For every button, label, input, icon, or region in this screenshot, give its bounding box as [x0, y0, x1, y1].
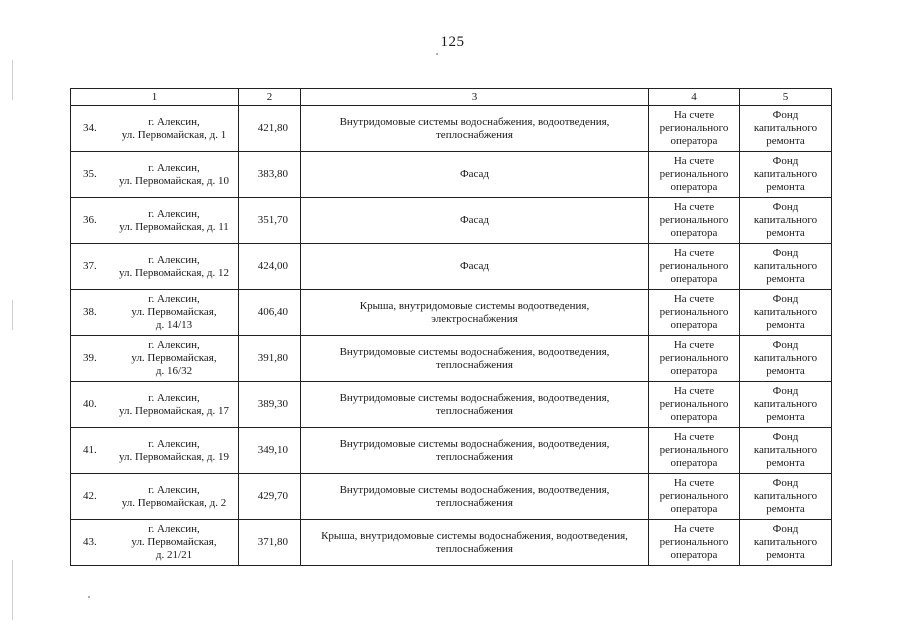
address-line: ул. Первомайская, д. 2	[121, 496, 227, 509]
fund-line: Фонд	[772, 155, 799, 167]
address-line: г. Алексин,	[148, 483, 200, 496]
table-row	[71, 520, 832, 566]
address-text	[113, 484, 235, 510]
fund-line: Фонд	[772, 247, 799, 259]
fund-line: капитального	[753, 490, 818, 502]
fund-cell	[740, 106, 832, 152]
table-row	[71, 336, 832, 382]
fund-line: ремонта	[766, 457, 805, 469]
works-line: Внутридомовые системы водоснабжения, водоотведения,	[339, 483, 610, 496]
area-cell: 389,30	[239, 382, 301, 428]
works-line: Крыша, внутридомовые системы водоотведения,	[359, 299, 590, 312]
table-row	[71, 198, 832, 244]
area-cell: 371,80	[239, 520, 301, 566]
address-line: ул. Первомайская, д. 10	[119, 174, 229, 187]
fund-line: ремонта	[766, 181, 805, 193]
address-text	[113, 162, 235, 188]
fund-line: ремонта	[766, 549, 805, 561]
fund-cell	[740, 290, 832, 336]
financing-line: оператора	[670, 227, 718, 239]
address-line: г. Алексин,	[148, 523, 200, 535]
financing-cell	[649, 474, 740, 520]
financing-line: На счете	[673, 247, 715, 259]
address-cell	[71, 520, 239, 566]
fund-line: ремонта	[766, 365, 805, 377]
financing-line: оператора	[670, 411, 718, 423]
works-cell	[301, 336, 649, 382]
area-cell: 424,00	[239, 244, 301, 290]
works-line: теплоснабжения	[436, 404, 513, 417]
fund-line: Фонд	[772, 109, 799, 121]
financing-cell	[649, 152, 740, 198]
works-line: Фасад	[459, 168, 490, 180]
address-cell	[71, 428, 239, 474]
address-line: ул. Первомайская,	[131, 352, 217, 364]
area-cell: 383,80	[239, 152, 301, 198]
area-cell: 351,70	[239, 198, 301, 244]
fund-cell	[740, 520, 832, 566]
works-line: Фасад	[459, 214, 490, 226]
financing-line: регионального	[659, 398, 729, 410]
financing-line: регионального	[659, 260, 729, 272]
financing-line: регионального	[659, 122, 729, 134]
fund-line: капитального	[753, 444, 818, 456]
works-cell	[301, 152, 649, 198]
fund-line: ремонта	[766, 319, 805, 331]
works-line: электроснабжения	[431, 312, 518, 325]
financing-line: На счете	[673, 523, 715, 535]
address-line: г. Алексин,	[148, 437, 200, 450]
financing-cell	[649, 244, 740, 290]
financing-line: На счете	[673, 109, 715, 121]
area-cell: 391,80	[239, 336, 301, 382]
fund-line: ремонта	[766, 227, 805, 239]
fund-cell	[740, 244, 832, 290]
address-line: ул. Первомайская, д. 11	[119, 220, 229, 233]
fund-line: Фонд	[772, 201, 799, 213]
address-cell	[71, 198, 239, 244]
address-cell	[71, 382, 239, 428]
financing-cell	[649, 290, 740, 336]
financing-line: оператора	[670, 135, 718, 147]
column-header: 3	[301, 89, 649, 106]
works-cell	[301, 382, 649, 428]
column-header: 4	[649, 89, 740, 106]
row-number: 40.	[83, 398, 97, 410]
table-row	[71, 428, 832, 474]
address-cell	[71, 244, 239, 290]
row-number: 38.	[83, 306, 97, 318]
financing-line: оператора	[670, 457, 718, 469]
area-cell: 421,80	[239, 106, 301, 152]
financing-line: оператора	[670, 503, 718, 515]
address-cell	[71, 152, 239, 198]
column-header: 1	[71, 89, 239, 106]
financing-line: регионального	[659, 214, 729, 226]
row-number: 36.	[83, 214, 97, 226]
table-row	[71, 382, 832, 428]
fund-line: Фонд	[772, 385, 799, 397]
address-line: г. Алексин,	[148, 391, 200, 404]
table-row	[71, 106, 832, 152]
column-number-row	[71, 89, 832, 106]
fund-line: капитального	[753, 122, 818, 134]
works-line: Крыша, внутридомовые системы водоснабжения, водоотведения,	[321, 529, 628, 542]
financing-cell	[649, 428, 740, 474]
financing-line: На счете	[673, 293, 715, 305]
works-line: теплоснабжения	[436, 358, 513, 371]
address-text	[113, 254, 235, 280]
fund-cell	[740, 198, 832, 244]
address-cell	[71, 474, 239, 520]
works-line: Внутридомовые системы водоснабжения, водоотведения,	[339, 345, 610, 358]
address-line: г. Алексин,	[148, 293, 200, 305]
scan-edge-mark	[12, 60, 13, 100]
financing-line: регионального	[659, 168, 729, 180]
financing-line: регионального	[659, 444, 729, 456]
address-line: ул. Первомайская, д. 1	[121, 128, 227, 141]
address-line: г. Алексин,	[148, 253, 200, 266]
address-text	[113, 293, 235, 332]
works-line: Внутридомовые системы водоснабжения, водоотведения,	[339, 437, 610, 450]
works-cell	[301, 428, 649, 474]
address-line: д. 21/21	[155, 549, 193, 561]
works-line: теплоснабжения	[436, 128, 513, 141]
works-cell	[301, 520, 649, 566]
fund-cell	[740, 382, 832, 428]
address-line: д. 14/13	[155, 319, 193, 331]
works-line: теплоснабжения	[436, 496, 513, 509]
fund-line: капитального	[753, 536, 818, 548]
page-number: 125	[440, 34, 465, 50]
area-cell: 406,40	[239, 290, 301, 336]
address-line: г. Алексин,	[148, 161, 200, 174]
row-number: 41.	[83, 444, 97, 456]
fund-cell	[740, 428, 832, 474]
row-number: 35.	[83, 168, 97, 180]
works-cell	[301, 106, 649, 152]
address-cell	[71, 336, 239, 382]
address-text	[113, 438, 235, 464]
address-text	[113, 523, 235, 562]
works-cell	[301, 244, 649, 290]
works-line: теплоснабжения	[436, 542, 513, 555]
fund-line: Фонд	[772, 523, 799, 535]
fund-line: ремонта	[766, 411, 805, 423]
address-cell	[71, 290, 239, 336]
financing-line: На счете	[673, 155, 715, 167]
address-line: ул. Первомайская,	[131, 536, 217, 548]
fund-line: ремонта	[766, 135, 805, 147]
financing-line: регионального	[659, 306, 729, 318]
fund-line: капитального	[753, 260, 818, 272]
financing-line: регионального	[659, 490, 729, 502]
column-header: 5	[740, 89, 832, 106]
financing-line: На счете	[673, 385, 715, 397]
row-number: 34.	[83, 122, 97, 134]
address-text	[113, 392, 235, 418]
table-row	[71, 244, 832, 290]
address-line: ул. Первомайская, д. 19	[119, 450, 229, 463]
fund-line: Фонд	[772, 477, 799, 489]
fund-line: капитального	[753, 398, 818, 410]
works-line: Фасад	[459, 260, 490, 272]
row-number: 42.	[83, 490, 97, 502]
financing-line: На счете	[673, 477, 715, 489]
works-cell	[301, 474, 649, 520]
fund-cell	[740, 474, 832, 520]
scan-edge-mark	[12, 300, 13, 330]
table-row	[71, 152, 832, 198]
fund-line: ремонта	[766, 503, 805, 515]
scan-speck	[436, 53, 438, 55]
row-number: 43.	[83, 536, 97, 548]
fund-line: ремонта	[766, 273, 805, 285]
financing-cell	[649, 382, 740, 428]
row-number: 39.	[83, 352, 97, 364]
repair-program-table	[70, 88, 832, 566]
fund-line: Фонд	[772, 431, 799, 443]
address-line: д. 16/32	[155, 365, 193, 377]
financing-line: На счете	[673, 431, 715, 443]
works-line: Внутридомовые системы водоснабжения, водоотведения,	[339, 115, 610, 128]
works-cell	[301, 290, 649, 336]
fund-cell	[740, 152, 832, 198]
table-row	[71, 474, 832, 520]
financing-line: оператора	[670, 319, 718, 331]
financing-cell	[649, 336, 740, 382]
address-line: ул. Первомайская, д. 17	[119, 404, 229, 417]
financing-line: оператора	[670, 181, 718, 193]
address-line: ул. Первомайская,	[131, 306, 217, 318]
fund-line: капитального	[753, 214, 818, 226]
fund-line: Фонд	[772, 293, 799, 305]
financing-line: На счете	[673, 201, 715, 213]
fund-line: капитального	[753, 352, 818, 364]
scan-edge-mark	[12, 560, 13, 620]
address-text	[113, 339, 235, 378]
fund-cell	[740, 336, 832, 382]
address-text	[113, 208, 235, 234]
column-header: 2	[239, 89, 301, 106]
financing-line: оператора	[670, 549, 718, 561]
address-line: г. Алексин,	[148, 207, 200, 220]
area-cell: 429,70	[239, 474, 301, 520]
scan-speck	[88, 596, 90, 598]
financing-line: оператора	[670, 273, 718, 285]
address-text	[113, 116, 235, 142]
fund-line: капитального	[753, 168, 818, 180]
financing-line: регионального	[659, 536, 729, 548]
address-cell	[71, 106, 239, 152]
fund-line: капитального	[753, 306, 818, 318]
table-row	[71, 290, 832, 336]
area-cell: 349,10	[239, 428, 301, 474]
address-line: ул. Первомайская, д. 12	[119, 266, 229, 279]
address-line: г. Алексин,	[148, 339, 200, 351]
financing-line: оператора	[670, 365, 718, 377]
financing-line: регионального	[659, 352, 729, 364]
works-line: теплоснабжения	[436, 450, 513, 463]
works-cell	[301, 198, 649, 244]
financing-cell	[649, 520, 740, 566]
financing-line: На счете	[673, 339, 715, 351]
address-line: г. Алексин,	[148, 115, 200, 128]
financing-cell	[649, 106, 740, 152]
financing-cell	[649, 198, 740, 244]
row-number: 37.	[83, 260, 97, 272]
works-line: Внутридомовые системы водоснабжения, водоотведения,	[339, 391, 610, 404]
fund-line: Фонд	[772, 339, 799, 351]
